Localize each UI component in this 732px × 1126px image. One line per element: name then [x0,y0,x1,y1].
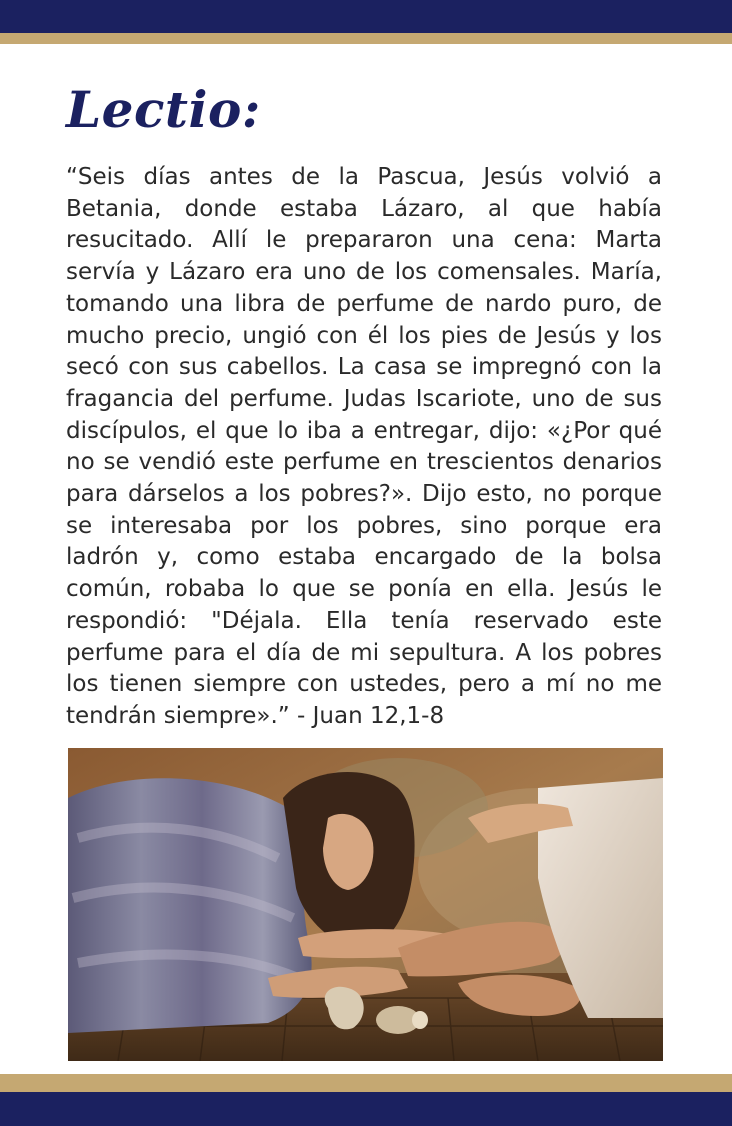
passage-line: tendrán siempre».” - Juan 12,1-8 [66,702,445,729]
scripture-passage [66,162,662,733]
anointing-painting [68,748,663,1061]
top-navy-band [0,0,732,33]
passage-line: respondió: "Déjala. Ella tenía reservado este [66,607,662,634]
passage-line: ladrón y, como estaba encargado de la bolsa [66,544,662,571]
passage-line: mucho precio, ungió con él los pies de Jesús y los [66,322,662,349]
bottom-gold-stripe [0,1074,732,1092]
page-title: Lectio: [66,80,261,139]
passage-line: para dárselos a los pobres?». Dijo esto, no porque [66,481,662,508]
passage-line: “Seis días antes de la Pascua, Jesús volvió a [66,164,662,190]
passage-line: discípulos, el que lo iba a entregar, dijo: «¿Por qué [66,417,662,444]
passage-line: resucitado. Allí le prepararon una cena: Marta [66,227,662,254]
passage-line: secó con sus cabellos. La casa se impregnó con la [66,354,662,381]
passage-line: los tienen siempre con ustedes, pero a mí no me [66,671,662,698]
bottom-navy-band [0,1092,732,1126]
passage-line: fragancia del perfume. Judas Iscariote, uno de sus [66,385,662,412]
passage-line: no se vendió este perfume en trescientos denarios [66,449,662,476]
passage-line: Betania, donde estaba Lázaro, al que había [66,195,662,222]
top-gold-stripe [0,33,732,44]
passage-line: tomando una libra de perfume de nardo puro, de [66,290,662,317]
passage-line: perfume para el día de mi sepultura. A los pobres [66,639,662,666]
passage-line: común, robaba lo que se ponía en ella. Jesús le [66,576,662,603]
passage-line: servía y Lázaro era uno de los comensales. María, [66,259,662,286]
passage-line: se interesaba por los pobres, sino porque era [66,512,662,539]
anointing-painting-illustration [68,748,663,1061]
